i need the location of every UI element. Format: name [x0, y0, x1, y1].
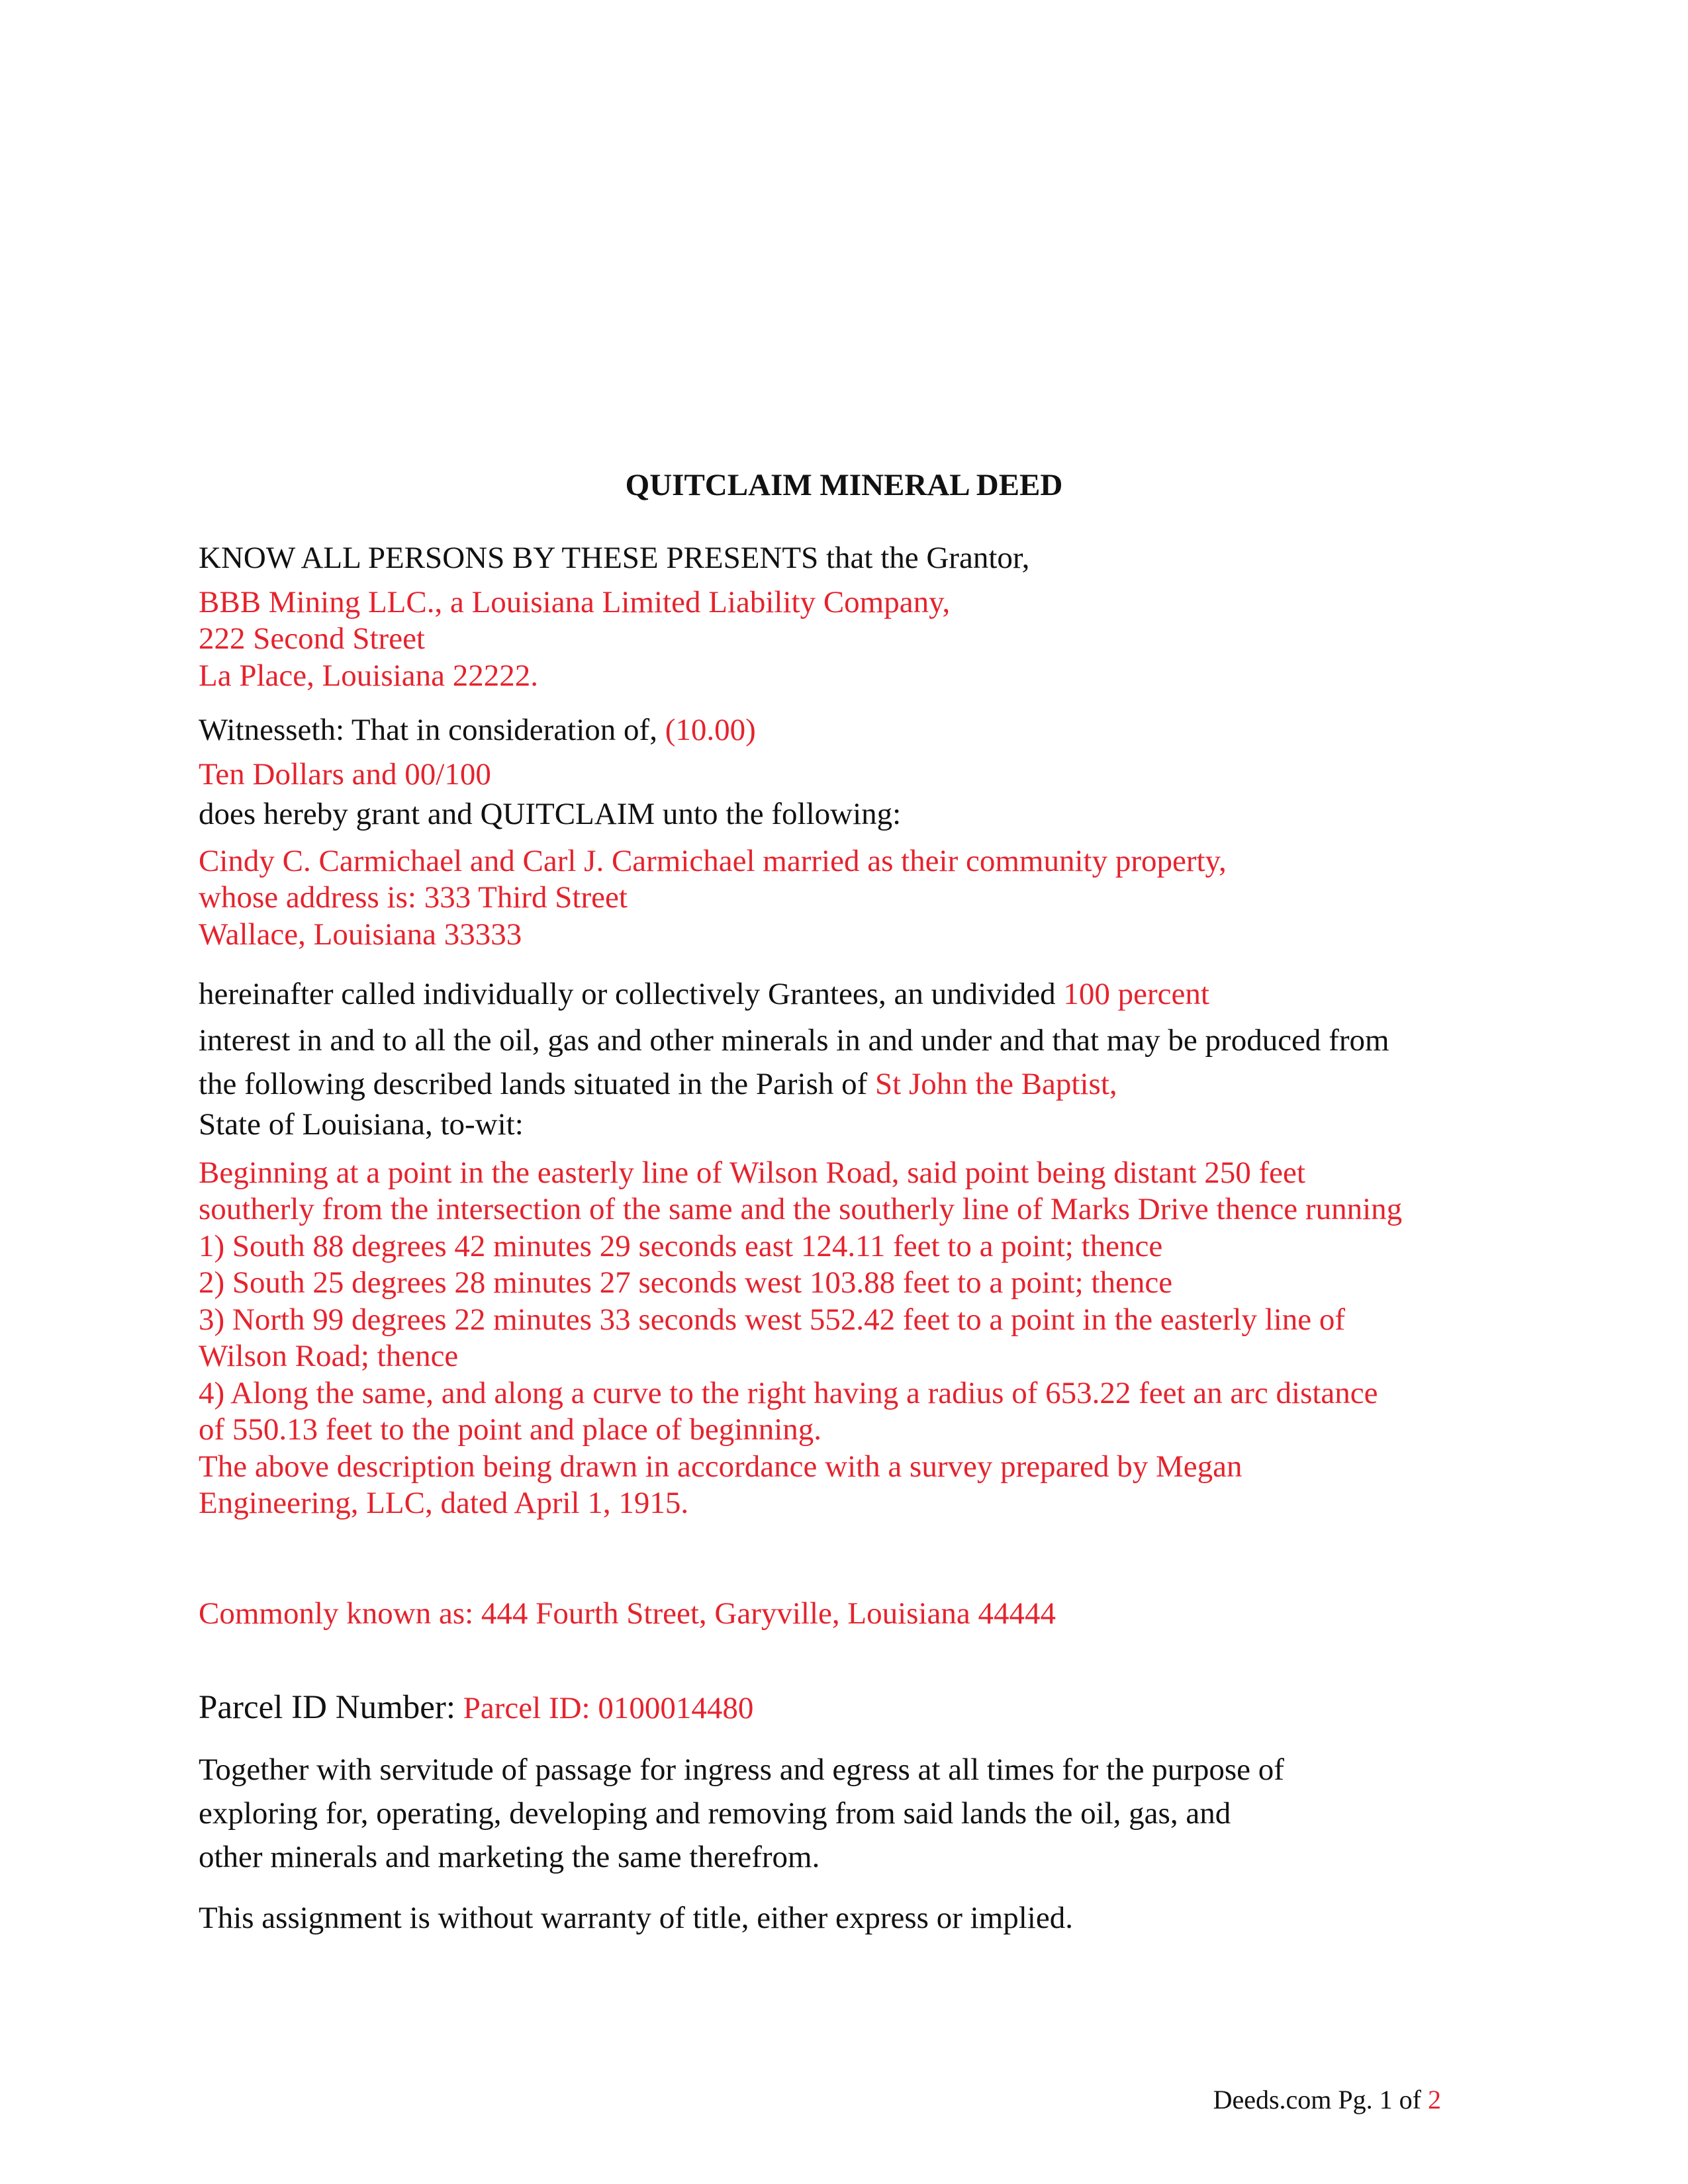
- interest-line-2: interest in and to all the oil, gas and other minerals in and under and that may be produced from: [199, 1023, 1389, 1058]
- interest-line-3: [199, 1066, 1117, 1103]
- consideration-words: Ten Dollars and 00/100: [199, 757, 491, 792]
- legal-description-line: Wilson Road; thence: [199, 1339, 459, 1373]
- servitude-line: Together with servitude of passage for ingress and egress at all times for the purpose of: [199, 1752, 1284, 1787]
- commonly-known-as: Commonly known as: 444 Fourth Street, Garyville, Louisiana 44444: [199, 1596, 1056, 1631]
- grantor-street: 222 Second Street: [199, 621, 425, 656]
- interest-line-4: State of Louisiana, to-wit:: [199, 1107, 524, 1142]
- warranty-disclaimer: This assignment is without warranty of title, either express or implied.: [199, 1901, 1073, 1935]
- grant-text: does hereby grant and QUITCLAIM unto the following:: [199, 797, 902, 831]
- legal-description-line: 4) Along the same, and along a curve to the right having a radius of 653.22 feet an arc distance: [199, 1376, 1378, 1410]
- servitude-line: other minerals and marketing the same therefrom.: [199, 1840, 820, 1874]
- legal-description-line: of 550.13 feet to the point and place of beginning.: [199, 1412, 822, 1447]
- consideration-label: Witnesseth: That in consideration of,: [199, 713, 657, 747]
- footer-page-label: Pg. 1 of: [1338, 2085, 1421, 2115]
- interest-line-1: [199, 976, 1209, 1013]
- parcel-label: Parcel ID Number:: [199, 1689, 456, 1726]
- legal-description-line: Engineering, LLC, dated April 1, 1915.: [199, 1486, 689, 1520]
- grantor-city: La Place, Louisiana 22222.: [199, 659, 538, 693]
- consideration-line: [199, 711, 756, 749]
- footer-total-pages: 2: [1428, 2085, 1441, 2115]
- legal-description-line: The above description being drawn in accordance with a survey prepared by Megan: [199, 1449, 1243, 1484]
- parish-label: the following described lands situated in the Parish of: [199, 1067, 868, 1101]
- grantee-address: whose address is: 333 Third Street: [199, 880, 628, 915]
- parcel-id: Parcel ID: 0100014480: [463, 1691, 754, 1725]
- parish-name: St John the Baptist,: [875, 1067, 1117, 1101]
- intro-text: KNOW ALL PERSONS BY THESE PRESENTS that the Grantor,: [199, 541, 1030, 575]
- legal-description-line: southerly from the intersection of the same and the southerly line of Marks Drive thence running: [199, 1192, 1403, 1226]
- parcel-line: [199, 1689, 753, 1727]
- legal-description-line: 1) South 88 degrees 42 minutes 29 seconds east 124.11 feet to a point; thence: [199, 1229, 1163, 1263]
- interest-text: hereinafter called individually or collectively Grantees, an undivided: [199, 977, 1056, 1011]
- document-title: QUITCLAIM MINERAL DEED: [625, 468, 1063, 502]
- legal-description-line: 3) North 99 degrees 22 minutes 33 seconds west 552.42 feet to a point in the easterly line of: [199, 1302, 1346, 1337]
- page-footer: [1213, 2083, 1441, 2116]
- footer-site: Deeds.com: [1213, 2085, 1332, 2115]
- grantee-city: Wallace, Louisiana 33333: [199, 917, 522, 952]
- servitude-line: exploring for, operating, developing and removing from said lands the oil, gas, and: [199, 1796, 1231, 1831]
- grantee-names: Cindy C. Carmichael and Carl J. Carmichael married as their community property,: [199, 844, 1227, 878]
- grantor-name: BBB Mining LLC., a Louisiana Limited Liability Company,: [199, 585, 951, 619]
- legal-description-line: 2) South 25 degrees 28 minutes 27 seconds west 103.88 feet to a point; thence: [199, 1265, 1173, 1300]
- legal-description-line: Beginning at a point in the easterly line of Wilson Road, said point being distant 250 feet: [199, 1156, 1305, 1190]
- interest-percent: 100 percent: [1063, 977, 1209, 1011]
- consideration-amount: (10.00): [665, 713, 756, 747]
